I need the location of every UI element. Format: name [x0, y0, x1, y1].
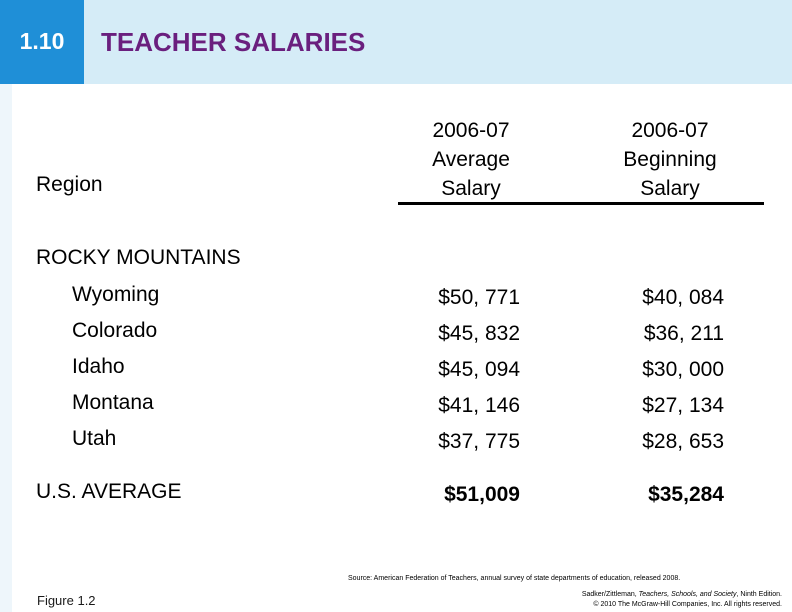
avg-salary-value: $41, 146: [438, 394, 520, 417]
section-number-box: [0, 0, 84, 84]
avg-header-line-2: Average: [432, 148, 510, 171]
us-average-salary: $51,009: [444, 483, 520, 506]
credit-book-title: Teachers, Schools, and Society: [638, 591, 737, 598]
state-name: Montana: [72, 391, 154, 414]
source-note: Source: American Federation of Teachers, annual survey of state departments of education, released 2008.: [348, 575, 681, 582]
avg-salary-value: $45, 094: [438, 358, 520, 381]
beginning-salary-value: $30, 000: [642, 358, 724, 381]
region-header: Region: [36, 173, 103, 196]
state-name: Utah: [72, 427, 117, 450]
credit-copyright: © 2010 The McGraw-Hill Companies, Inc. All rights reserved.: [593, 601, 782, 608]
state-name: Idaho: [72, 355, 125, 378]
beg-header-line-3: Salary: [640, 177, 700, 200]
credit-authors: Sadker/Zittleman,: [581, 591, 637, 598]
region-group-label: ROCKY MOUNTAINS: [36, 246, 241, 269]
beg-header-line-1: 2006-07: [631, 119, 709, 142]
state-name: Colorado: [72, 319, 158, 342]
avg-header-line-3: Salary: [441, 177, 501, 200]
credit-edition: , Ninth Edition.: [736, 591, 782, 598]
avg-salary-value: $37, 775: [438, 430, 520, 453]
beginning-salary-value: $27, 134: [642, 394, 724, 417]
beginning-salary-value: $40, 084: [642, 286, 724, 309]
beginning-salary-value: $36, 211: [643, 322, 724, 345]
left-margin-band: [0, 84, 12, 612]
avg-salary-value: $50, 771: [438, 286, 520, 309]
avg-salary-value: $45, 832: [438, 322, 520, 345]
avg-header-line-1: 2006-07: [432, 119, 510, 142]
page-title: TEACHER SALARIES: [101, 27, 366, 57]
header-rule: [398, 202, 764, 205]
us-beginning-salary: $35,284: [648, 483, 724, 506]
beg-header-line-2: Beginning: [623, 148, 717, 171]
avg-salary-header: [391, 116, 551, 203]
copyright-credit: [582, 590, 782, 610]
section-number: 1.10: [19, 28, 65, 54]
beginning-salary-value: $28, 653: [642, 430, 724, 453]
beginning-salary-header: [588, 116, 752, 203]
credit-line-1: [582, 590, 782, 600]
us-average-label: U.S. AVERAGE: [36, 480, 182, 503]
figure-label: Figure 1.2: [37, 593, 96, 608]
state-name: Wyoming: [72, 283, 160, 306]
